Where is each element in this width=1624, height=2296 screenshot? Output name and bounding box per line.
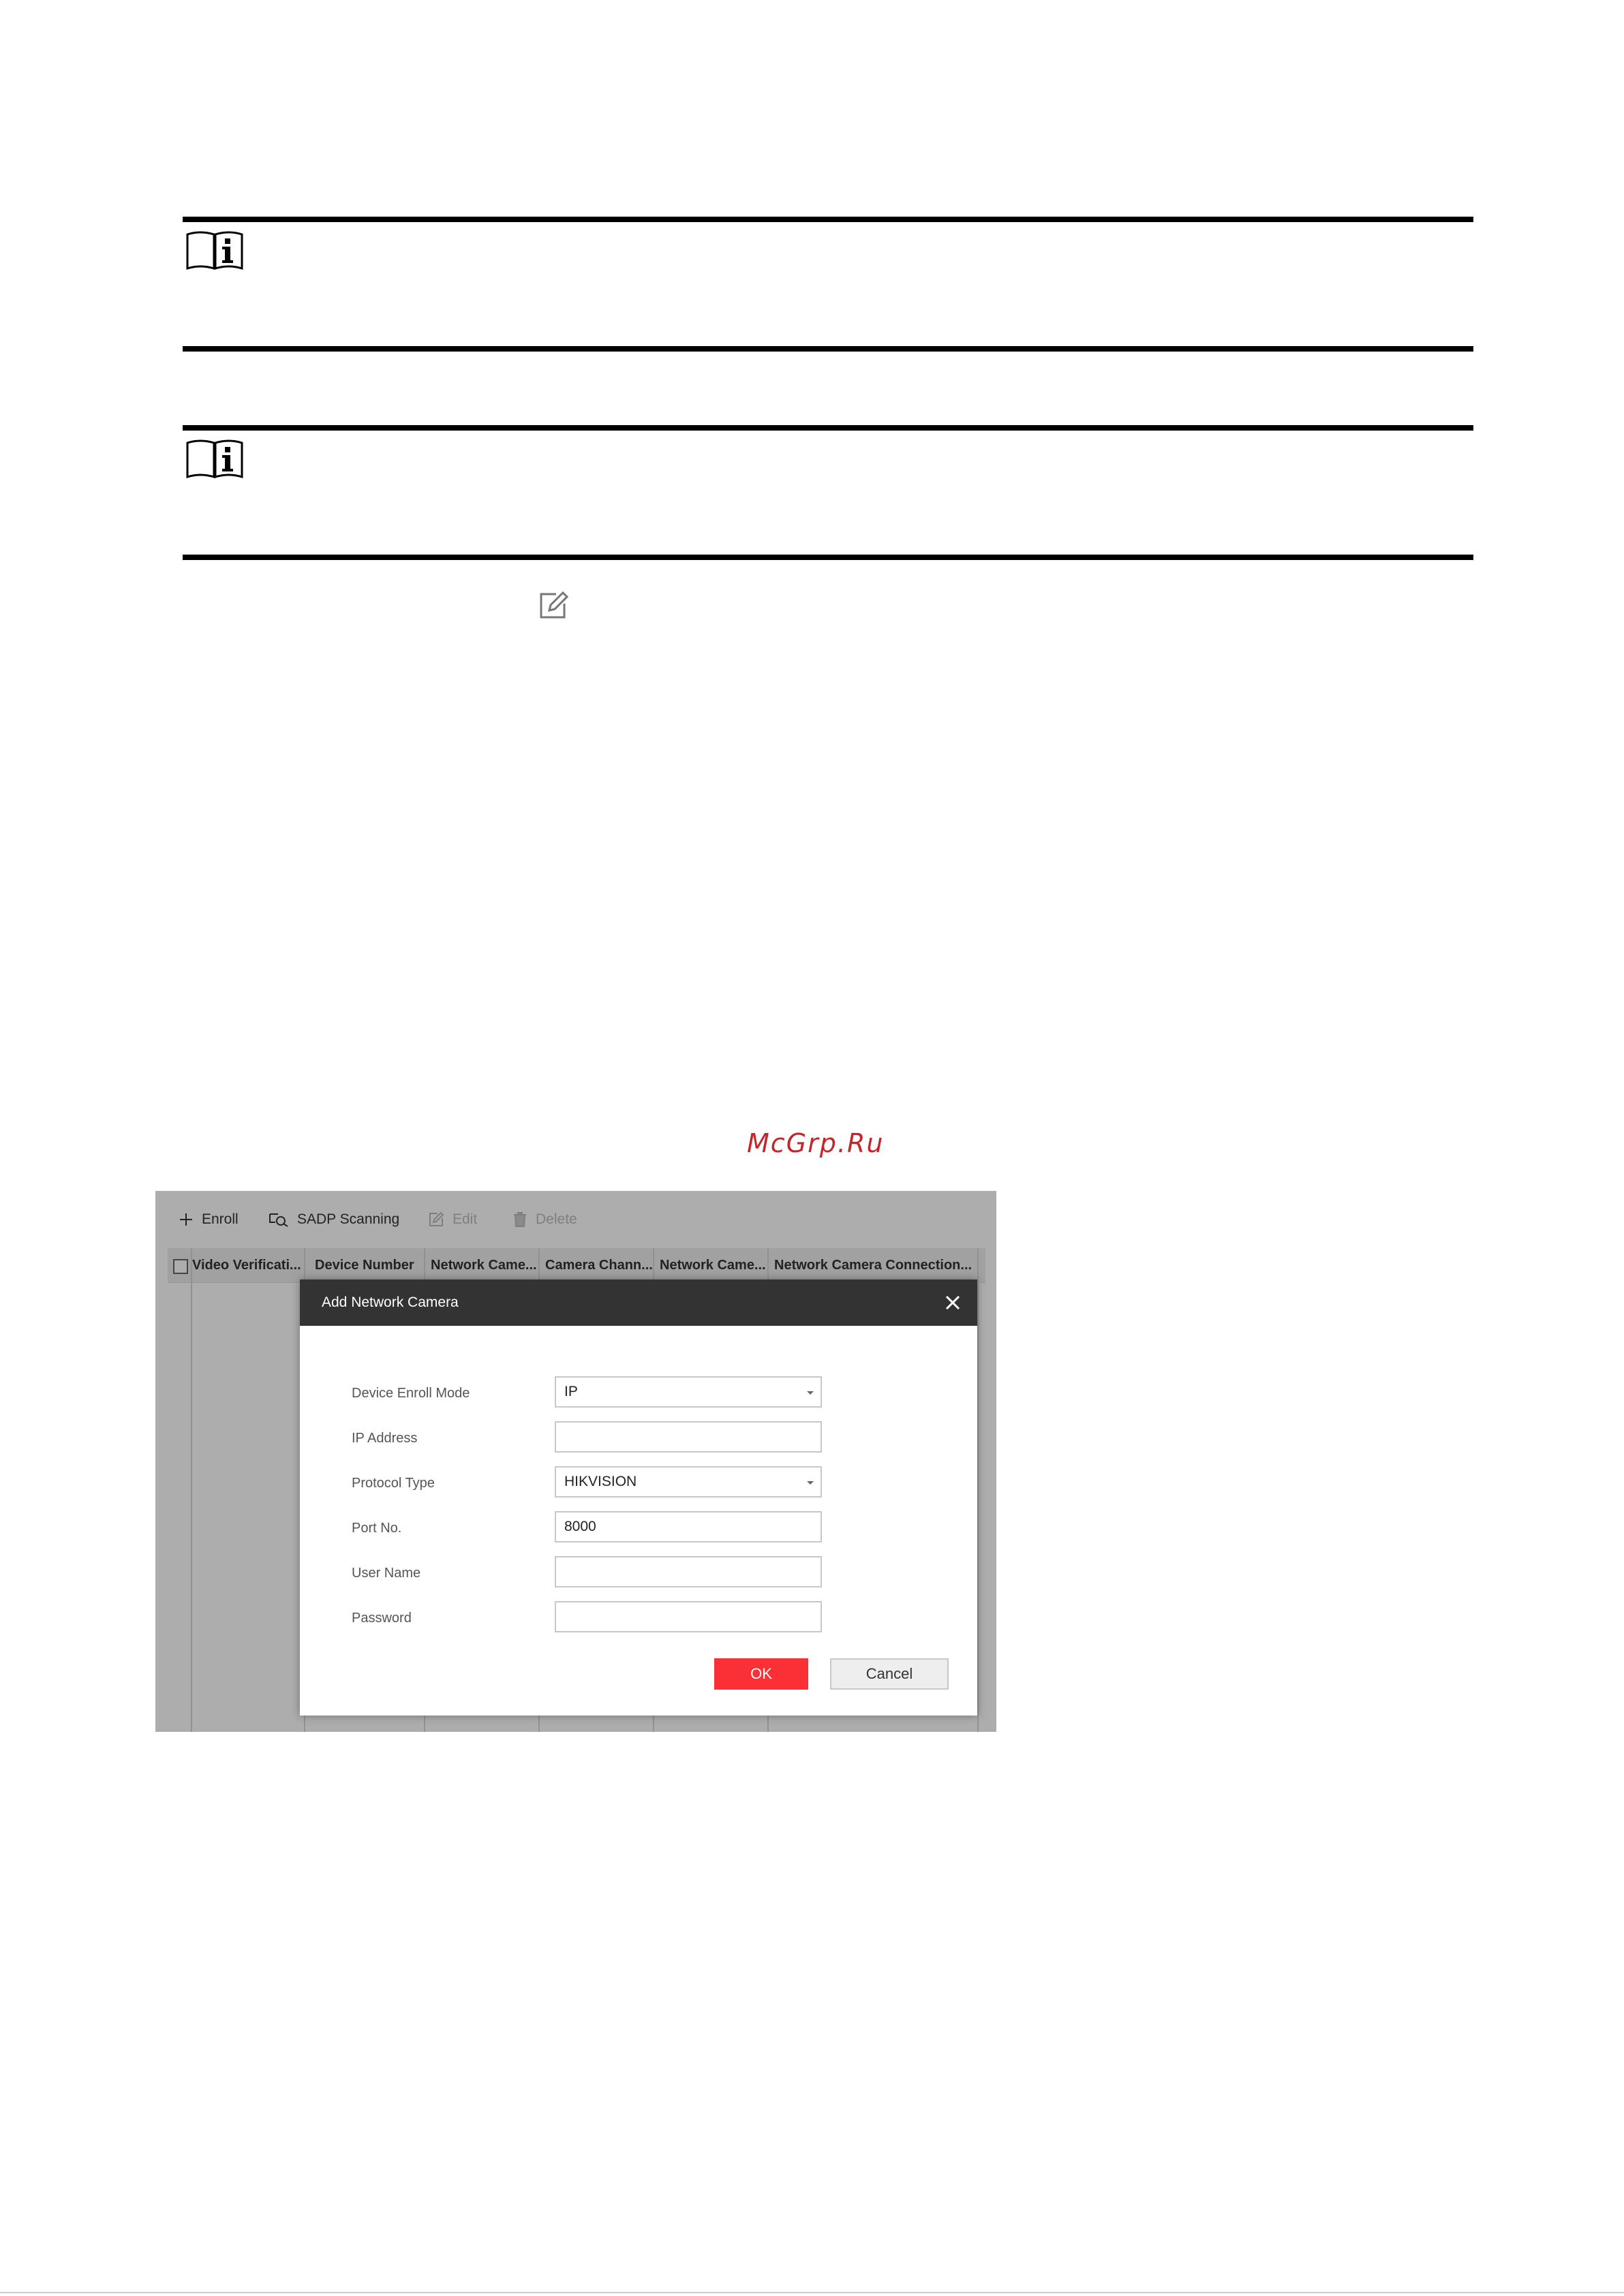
dialog-title: Add Network Camera (322, 1294, 459, 1310)
add-network-camera-dialog (300, 1279, 977, 1716)
enroll-label: Enroll (202, 1211, 239, 1227)
field-label: Password (352, 1611, 412, 1626)
column-header[interactable]: Video Verificati... (192, 1258, 301, 1273)
port-no-input[interactable]: 8000 (555, 1511, 822, 1542)
delete-label: Delete (536, 1211, 577, 1227)
protocol-type-select[interactable] (555, 1466, 822, 1498)
edit-label: Edit (453, 1211, 478, 1227)
column-header[interactable]: Network Camera Connection... (774, 1258, 972, 1273)
note-icon (185, 439, 244, 480)
column-header[interactable]: Network Came... (660, 1258, 766, 1273)
cancel-button[interactable]: Cancel (830, 1658, 949, 1690)
sadp-scanning-label: SADP Scanning (297, 1211, 400, 1227)
field-label: IP Address (352, 1431, 418, 1446)
column-header[interactable]: Network Came... (431, 1258, 537, 1273)
device-enroll-mode-select[interactable] (555, 1376, 822, 1408)
edit-icon (538, 590, 570, 620)
protocol-type-row (352, 1466, 870, 1500)
port-no-row (352, 1511, 870, 1545)
ok-button[interactable]: OK (714, 1658, 808, 1690)
select-value: HIKVISION (564, 1474, 637, 1489)
column-header[interactable]: Camera Chann... (545, 1258, 653, 1273)
note-top-rule (183, 425, 1473, 431)
ip-address-input[interactable] (555, 1421, 822, 1453)
ip-address-row (352, 1421, 870, 1455)
page-bottom-rule (0, 2292, 1624, 2293)
add-network-camera-screenshot (155, 1191, 996, 1732)
note-bottom-rule (183, 346, 1473, 352)
chevron-down-icon (807, 1391, 814, 1395)
user-name-row (352, 1556, 870, 1590)
field-label: Device Enroll Mode (352, 1386, 470, 1401)
note-icon (185, 230, 244, 271)
user-name-input[interactable] (555, 1556, 822, 1587)
password-row (352, 1601, 870, 1635)
chevron-down-icon (807, 1481, 814, 1485)
column-header[interactable]: Device Number (315, 1258, 414, 1273)
field-label: Port No. (352, 1521, 402, 1536)
watermark: McGrp.Ru (747, 1128, 885, 1158)
field-label: User Name (352, 1566, 421, 1581)
select-value: IP (564, 1384, 578, 1399)
note-bottom-rule (183, 555, 1473, 560)
note-top-rule (183, 217, 1473, 222)
close-icon[interactable] (943, 1293, 962, 1312)
dialog-header (300, 1279, 977, 1326)
device-enroll-mode-row (352, 1376, 870, 1410)
field-label: Protocol Type (352, 1476, 435, 1491)
password-input[interactable] (555, 1601, 822, 1632)
